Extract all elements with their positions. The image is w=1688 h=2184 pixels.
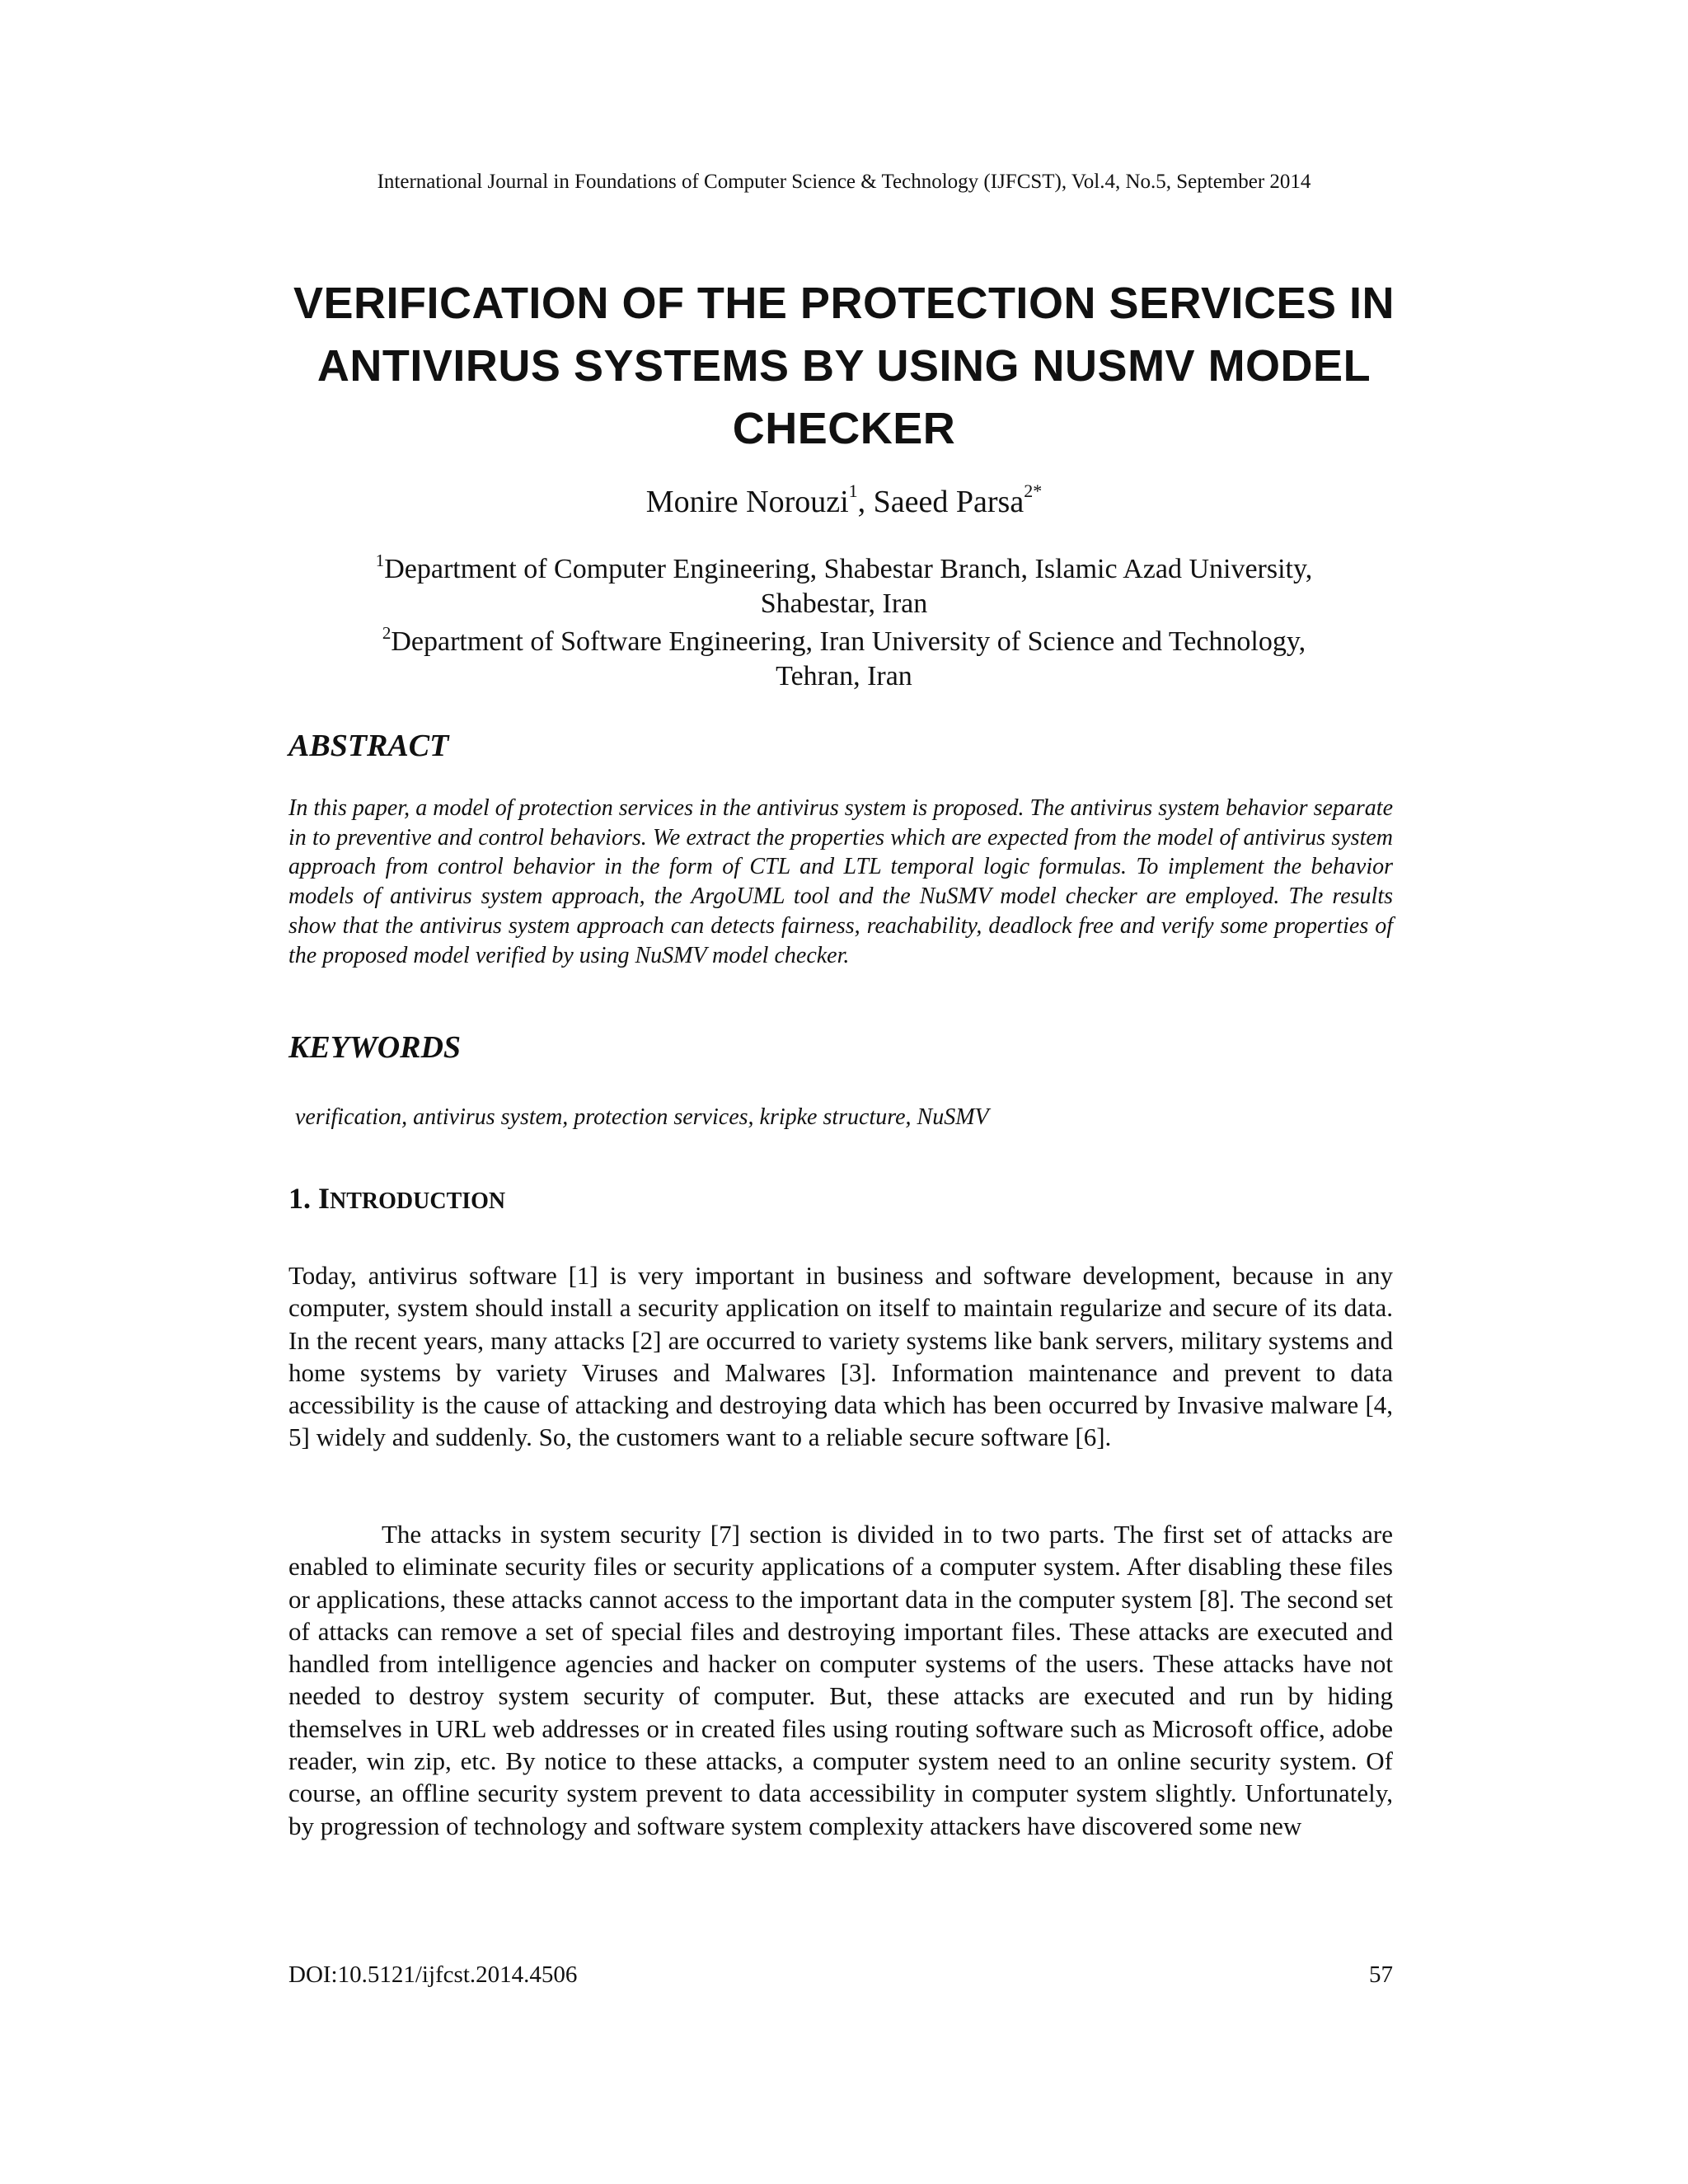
section-heading-initial: I: [318, 1182, 331, 1215]
section-heading-rest: NTRODUCTION: [330, 1188, 506, 1214]
author-2-affiliation-mark: 2*: [1024, 480, 1043, 502]
abstract-heading: ABSTRACT: [288, 729, 449, 763]
running-header: International Journal in Foundations of Computer Science & Technology (IJFCST), Vol.4, No.5, September 2014: [377, 171, 1311, 193]
footer-doi: DOI:10.5121/ijfcst.2014.4506: [288, 1961, 578, 1988]
affiliation-2: [247, 622, 1441, 694]
title-line-3: CHECKER: [732, 404, 956, 453]
section-number: 1.: [288, 1182, 318, 1215]
author-separator: ,: [857, 485, 874, 519]
title-line-2: ANTIVIRUS SYSTEMS BY USING NUSMV MODEL: [316, 341, 1372, 391]
affiliation-1: [247, 552, 1441, 621]
introduction-heading: [288, 1180, 505, 1220]
author-2-name: Saeed Parsa: [873, 485, 1025, 519]
author-1-affiliation-mark: 1: [848, 480, 858, 502]
author-list: [0, 482, 1688, 522]
affiliation-1-mark: 1: [375, 550, 385, 570]
paper-title: [247, 272, 1441, 460]
affiliation-2-line-2: Tehran, Iran: [776, 661, 912, 691]
introduction-paragraph-2: The attacks in system security [7] section is divided in to two parts. The first set of attacks are enabled to eliminate security files or security applications of a computer system. After disabling these files or applications, these attacks cannot access to the important data in the computer system [8]. The second set of attacks can remove a set of special files and destroying important files. These attacks are executed and handled from intelligence agencies and hacker on computer systems of the users. These attacks have not needed to destroy system security of computer. But, these attacks are executed and run by hiding themselves in URL web addresses or in created files using routing software such as Microsoft office, adobe reader, win zip, etc. By notice to these attacks, a computer system need to an online security system. Of course, an offline security system prevent to data accessibility in computer system slightly. Unfortunately, by progression of technology and software system complexity attackers have discovered some new: [288, 1520, 1393, 1840]
abstract-text: In this paper, a model of protection services in the antivirus system is proposed. The antivirus system behavior separate in to preventive and control behaviors. We extract the properties which are expected from the model of antivirus system approach from control behavior in the form of CTL and LTL temporal logic formulas. To implement the behavior models of antivirus system approach, the ArgoUML tool and the NuSMV model checker are employed. The results show that the antivirus system approach can detects fairness, reachability, deadlock free and verify some properties of the proposed model verified by using NuSMV model checker.: [288, 795, 1393, 968]
affiliation-2-mark: 2: [382, 622, 392, 643]
affiliation-1-line-2: Shabestar, Iran: [760, 588, 928, 619]
keywords-heading: KEYWORDS: [288, 1030, 462, 1065]
author-1-name: Monire Norouzi: [645, 485, 849, 519]
page-number: 57: [1369, 1961, 1393, 1988]
title-line-1: VERIFICATION OF THE PROTECTION SERVICES IN: [293, 279, 1395, 328]
affiliation-2-line-1: Department of Software Engineering, Iran University of Science and Technology,: [391, 626, 1306, 657]
affiliation-1-line-1: Department of Computer Engineering, Shabestar Branch, Islamic Azad University,: [384, 554, 1313, 584]
introduction-paragraph-1: Today, antivirus software [1] is very important in business and software development, because in any computer, system should install a security application on itself to maintain regularize and secure of its data. In the recent years, many attacks [2] are occurred to variety systems like bank servers, military systems and home systems by variety Viruses and Malwares [3]. Information maintenance and prevent to data accessibility is the cause of attacking and destroying data which has been occurred by Invasive malware [4, 5] widely and suddenly. So, the customers want to a reliable secure software [6].: [288, 1261, 1393, 1452]
keywords-text: verification, antivirus system, protection services, kripke structure, NuSMV: [295, 1104, 989, 1130]
